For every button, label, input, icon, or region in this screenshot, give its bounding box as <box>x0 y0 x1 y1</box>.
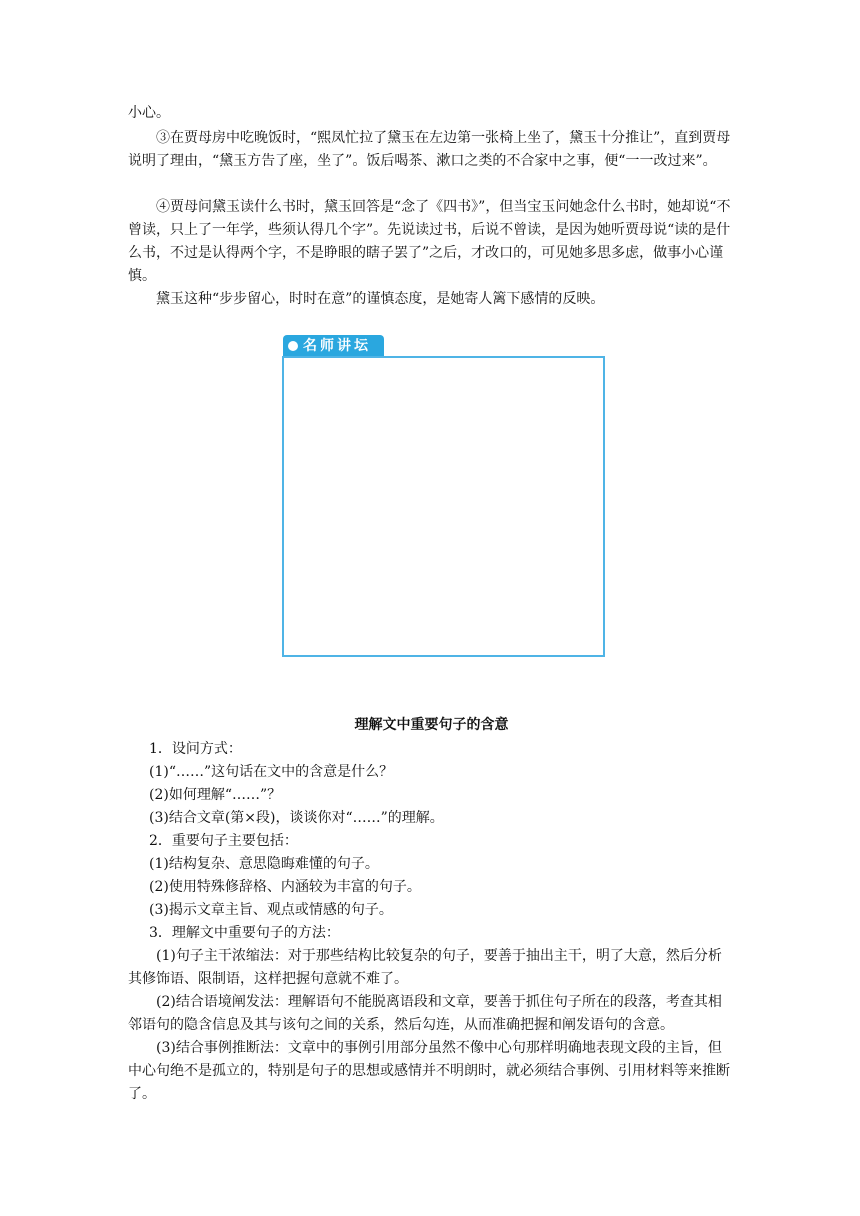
list-item: (1)结构复杂、意思隐晦难懂的句子。 <box>149 856 379 872</box>
list-item: (2)结合语境阐发法：理解语句不能脱离语段和文章，要善于抓住句子所在的段落，考查其相邻语句的隐含信息及其与该句之间的关系，然后勾连，从而准确把握和阐发语句的含意。 <box>128 994 722 1033</box>
paragraph: ③在贾母房中吃晚饭时，“熙凤忙拉了黛玉在左边第一张椅上坐了，黛玉十分推让”，直到贾母说明了理由，“黛玉方告了座，坐了”。饭后喝茶、漱口之类的不合家中之事，便“一一改过来”。 <box>128 130 731 169</box>
section-title: 理解文中重要句子的含意 <box>354 717 509 733</box>
list-item: 3．理解文中重要句子的方法： <box>149 925 340 941</box>
list-item: (2)如何理解“……”？ <box>149 787 282 803</box>
list-item: (3)揭示文章主旨、观点或情感的句子。 <box>149 902 393 918</box>
badge-label: 名师讲坛 <box>303 338 371 354</box>
list-item: (1)句子主干浓缩法：对于那些结构比较复杂的句子，要善于抽出主干，明了大意，然后分析其修饰语、限制语，这样把握句意就不难了。 <box>128 948 722 987</box>
bullet-dot-icon <box>288 341 298 351</box>
list-item: 2．重要句子主要包括： <box>149 833 298 849</box>
list-item: (2)使用特殊修辞格、内涵较为丰富的句子。 <box>149 879 421 895</box>
list-item: (3)结合事例推断法：文章中的事例引用部分虽然不像中心句那样明确地表现文段的主旨，但中心句绝不是孤立的，特别是句子的思想或感情并不明朗时，就必须结合事例、引用材料等来推断了。 <box>128 1040 730 1102</box>
list-item: (1)“……”这句话在文中的含意是什么？ <box>149 764 394 780</box>
section-badge <box>283 335 384 357</box>
paragraph: 黛玉这种“步步留心，时时在意”的谨慎态度，是她寄人篱下感情的反映。 <box>156 291 605 307</box>
list-item: (3)结合文章(第×段)，谈谈你对“……”的理解。 <box>149 810 444 826</box>
paragraph: 小心。 <box>128 105 170 121</box>
empty-note-box <box>282 356 605 657</box>
paragraph: ④贾母问黛玉读什么书时，黛玉回答是“念了《四书》”，但当宝玉问她念什么书时，她却说“不曾读，只上了一年学，些须认得几个字”。先说读过书，后说不曾读，是因为她听贾母说“读的是什么书，不过是认得两个字，不是睁眼的瞎子罢了”之后，才改口的，可见她多思多虑，做事小心谨慎。 <box>128 199 731 284</box>
list-item: 1．设问方式： <box>149 741 242 757</box>
